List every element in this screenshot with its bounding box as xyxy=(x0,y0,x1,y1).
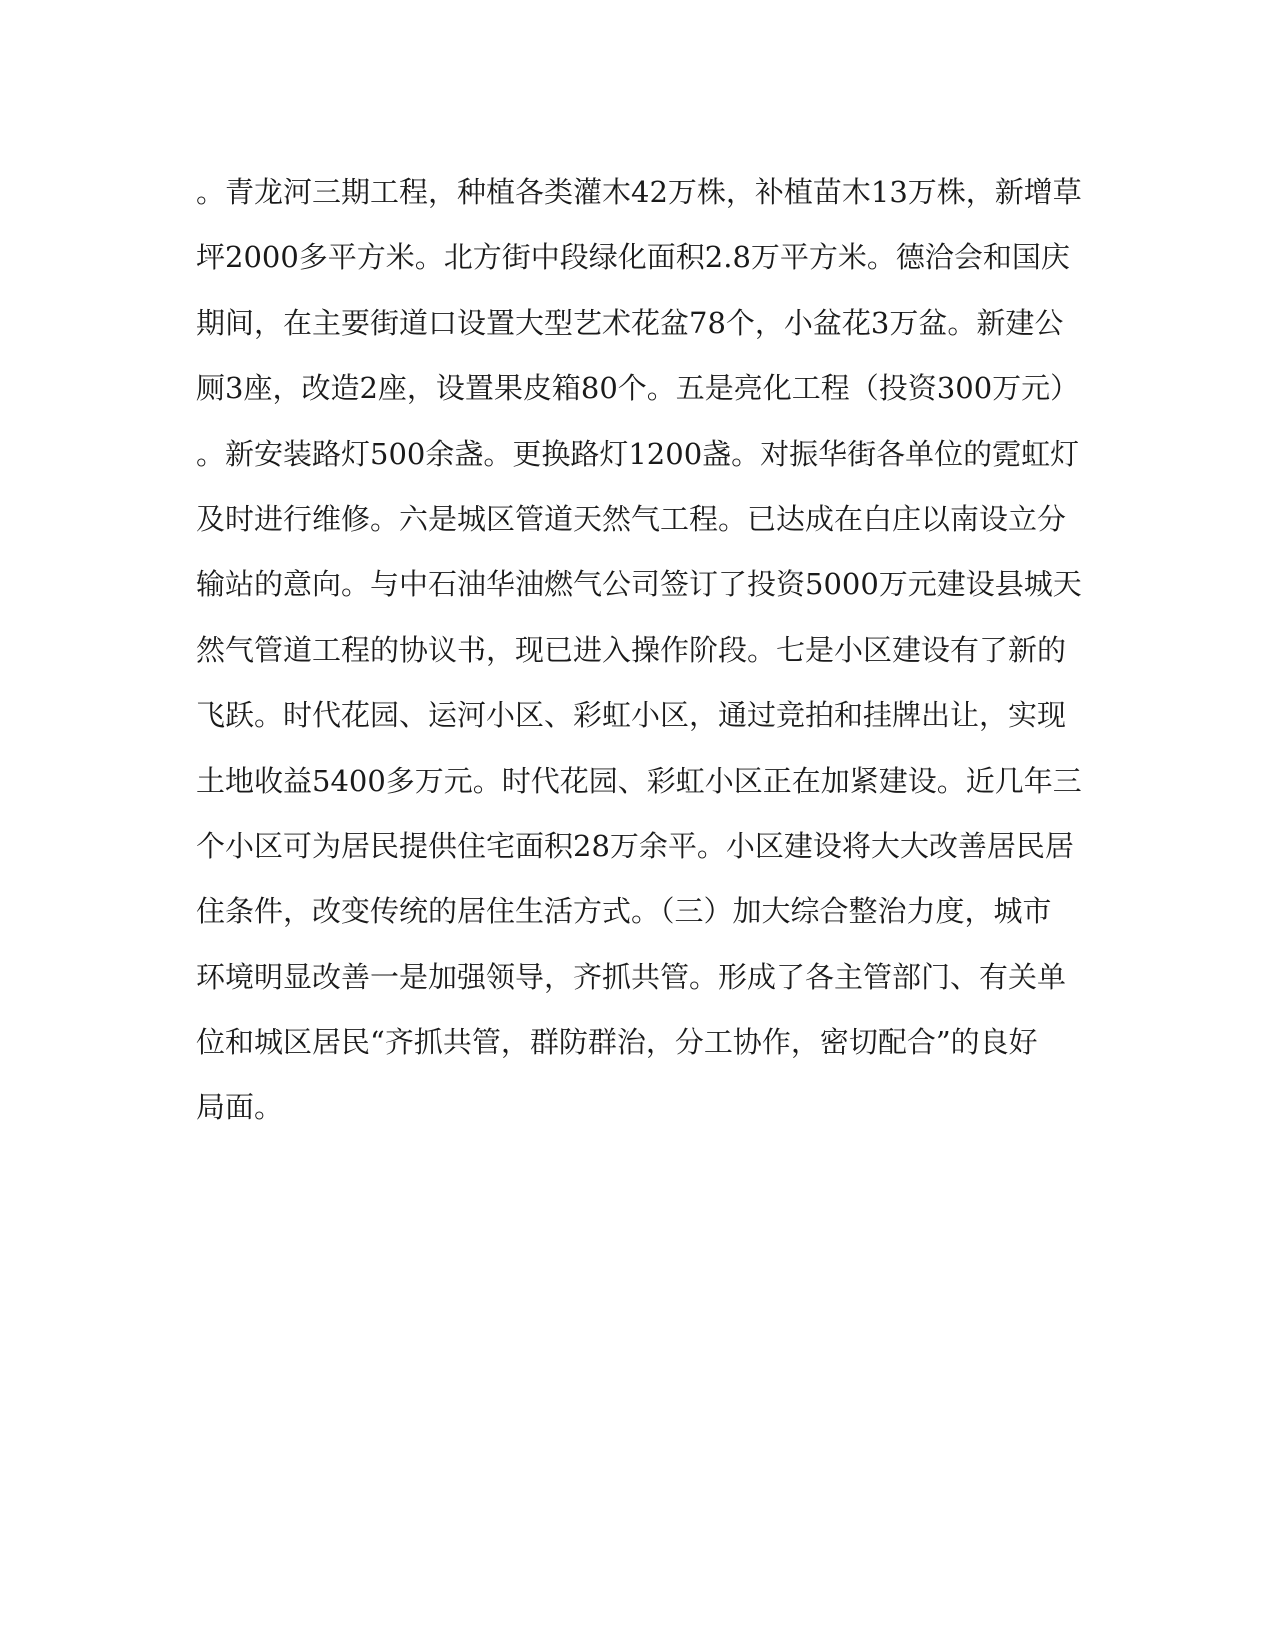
text-line: 然气管道工程的协议书，现已进入操作阶段。七是小区建设有了新的 xyxy=(196,632,1067,667)
text-line: 。青龙河三期工程，种植各类灌木42万株，补植苗木13万株，新增草 xyxy=(196,175,1082,209)
text-line: 土地收益5400多万元。时代花园、彩虹小区正在加紧建设。近几年三 xyxy=(196,763,1082,798)
text-line: 厕3座，改造2座，设置果皮箱80个。五是亮化工程（投资300万元） xyxy=(196,371,1080,406)
text-line: 住条件，改变传统的居住生活方式。（三）加大综合整治力度，城市 xyxy=(196,894,1052,929)
text-line: 个小区可为居民提供住宅面积28万余平。小区建设将大大改善居民居 xyxy=(196,828,1074,863)
text-line: 坪2000多平方米。北方街中段绿化面积2.8万平方米。德洽会和国庆 xyxy=(196,240,1070,275)
text-line: 飞跃。时代花园、运河小区、彩虹小区，通过竞拍和挂牌出让，实现 xyxy=(196,698,1067,733)
text-line: 期间，在主要街道口设置大型艺术花盆78个，小盆花3万盆。新建公 xyxy=(196,305,1064,340)
text-line: 环境明显改善一是加强领导，齐抓共管。形成了各主管部门、有关单 xyxy=(196,959,1067,994)
text-line: 局面。 xyxy=(196,1090,284,1125)
text-line: 。新安装路灯500余盏。更换路灯1200盏。对振华街各单位的霓虹灯 xyxy=(196,436,1080,471)
body-paragraph xyxy=(196,160,1082,1141)
text-line: 位和城区居民“齐抓共管，群防群治，分工协作，密切配合”的良好 xyxy=(196,1025,1038,1060)
text-line: 及时进行维修。六是城区管道天然气工程。已达成在白庄以南设立分 xyxy=(196,501,1067,536)
text-line: 输站的意向。与中石油华油燃气公司签订了投资5000万元建设县城天 xyxy=(196,567,1082,602)
